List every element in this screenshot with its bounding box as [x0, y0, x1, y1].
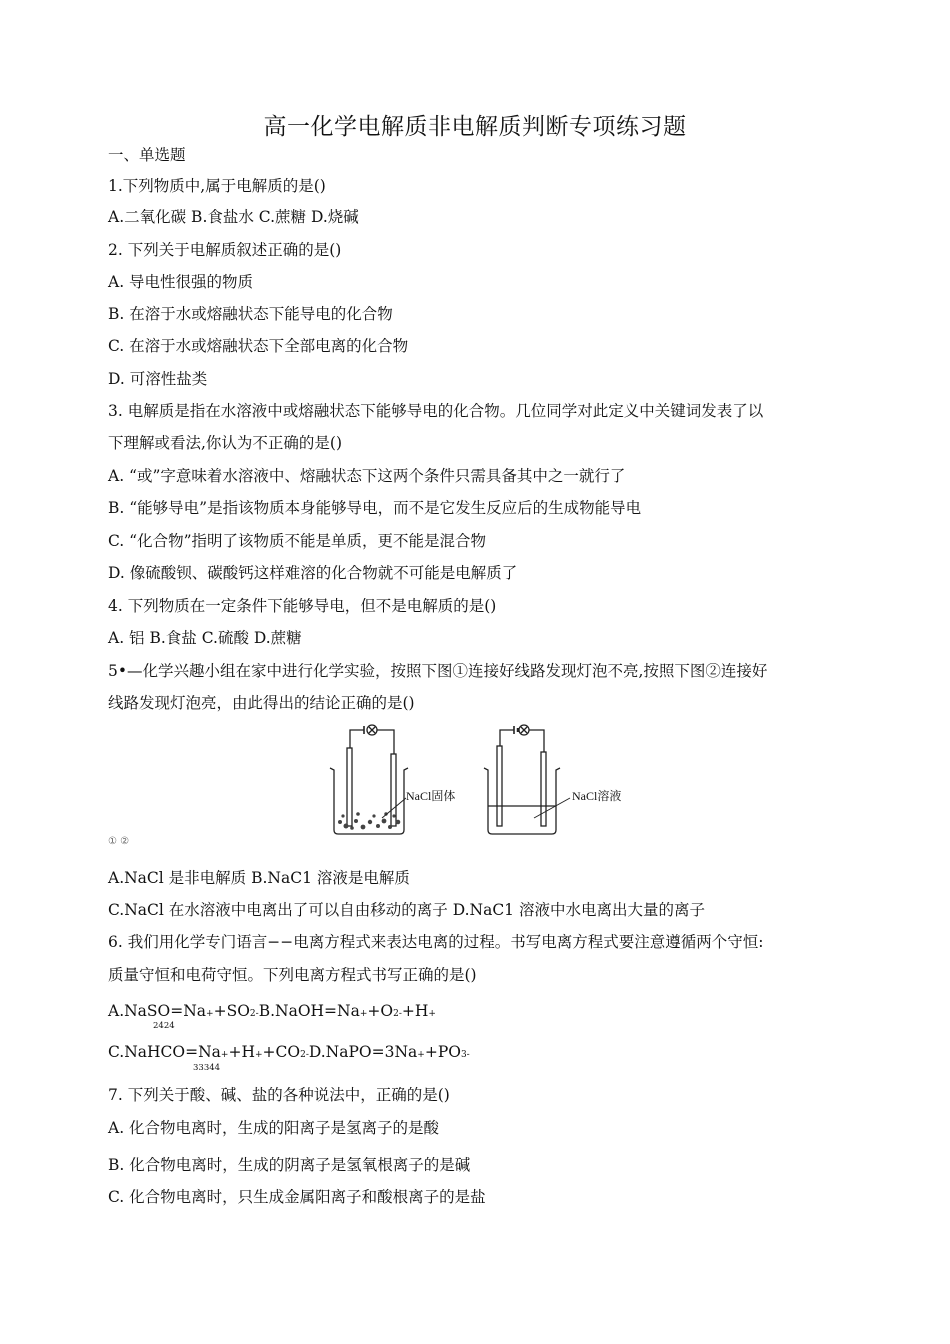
question-7-option-b: B. 化合物电离时，生成的阴离子是氢氧根离子的是碱: [108, 1156, 471, 1174]
beaker-circuit-1: [330, 725, 408, 834]
question-2-option-b: B. 在溶于水或熔融状态下能导电的化合物: [108, 305, 393, 323]
question-3-option-b: B. “能够导电”是指该物质本身能够导电，而不是它发生反应后的生成物能导电: [108, 499, 642, 517]
question-4-stem: 4. 下列物质在一定条件下能够导电，但不是电解质的是(): [108, 597, 497, 615]
question-5-stem: 5•—化学兴趣小组在家中进行化学实验，按照下图①连接好线路发现灯泡不亮,按照下图②连接好: [108, 662, 768, 680]
question-2-option-a: A. 导电性很强的物质: [108, 273, 254, 291]
figure-label-solution: NaCl溶液: [572, 789, 622, 803]
figure-caption: ① ②: [108, 836, 130, 847]
question-7-option-c: C. 化合物电离时，只生成金属阳离子和酸根离子的是盐: [108, 1188, 486, 1206]
question-6-stem: 6. 我们用化学专门语言−−电离方程式来表达电离的过程。书写电离方程式要注意遵循两个守恒:: [108, 933, 764, 951]
question-3-option-c: C. “化合物”指明了该物质不能是单质，更不能是混合物: [108, 532, 487, 550]
equation-ab-subscripts: 2424: [153, 1021, 175, 1031]
equation-cd: C.NaHCO=Na++H++CO2-D.NaPO=3Na++PO3-: [108, 1043, 470, 1061]
question-5-options-cd: C.NaCl 在水溶液中电离出了可以自由移动的离子 D.NaC1 溶液中水电离出大量的离子: [108, 901, 705, 919]
beaker-circuit-2: [484, 725, 570, 834]
figure-label-solid: NaCl固体: [406, 789, 456, 803]
question-6-stem-cont: 质量守恒和电荷守恒。下列电离方程式书写正确的是(): [108, 966, 477, 984]
equation-cd-subscripts: 33344: [193, 1063, 221, 1073]
section-heading: 一、单选题: [108, 146, 186, 164]
experiment-figure: [328, 718, 628, 838]
question-3-stem: 3. 电解质是指在水溶液中或熔融状态下能够导电的化合物。几位同学对此定义中关键词发表了以: [108, 402, 764, 420]
question-3-option-a: A. “或”字意味着水溶液中、熔融状态下这两个条件只需具备其中之一就行了: [108, 467, 626, 485]
question-3-stem-cont: 下理解或看法,你认为不正确的是(): [108, 434, 343, 452]
question-7-stem: 7. 下列关于酸、碱、盐的各种说法中，正确的是(): [108, 1086, 450, 1104]
question-2-option-d: D. 可溶性盐类: [108, 370, 208, 388]
question-2-option-c: C. 在溶于水或熔融状态下全部电离的化合物: [108, 337, 409, 355]
question-5-stem-cont: 线路发现灯泡亮，由此得出的结论正确的是(): [108, 694, 415, 712]
question-7-option-a: A. 化合物电离时，生成的阳离子是氢离子的是酸: [108, 1119, 440, 1137]
question-2-stem: 2. 下列关于电解质叙述正确的是(): [108, 241, 342, 259]
question-5-options-ab: A.NaCl 是非电解质 B.NaC1 溶液是电解质: [108, 869, 410, 887]
equation-ab: A.NaSO=Na++SO2-B.NaOH=Na++O2-+H+: [108, 1002, 436, 1020]
question-1-stem: 1.下列物质中,属于电解质的是(): [108, 177, 326, 195]
question-3-option-d: D. 像硫酸钡、碳酸钙这样难溶的化合物就不可能是电解质了: [108, 564, 518, 582]
question-1-options: A.二氧化碳 B.食盐水 C.蔗糖 D.烧碱: [108, 208, 359, 226]
document-title: 高一化学电解质非电解质判断专项练习题: [263, 114, 687, 140]
question-4-options: A. 铝 B.食盐 C.硫酸 D.蔗糖: [108, 629, 302, 647]
